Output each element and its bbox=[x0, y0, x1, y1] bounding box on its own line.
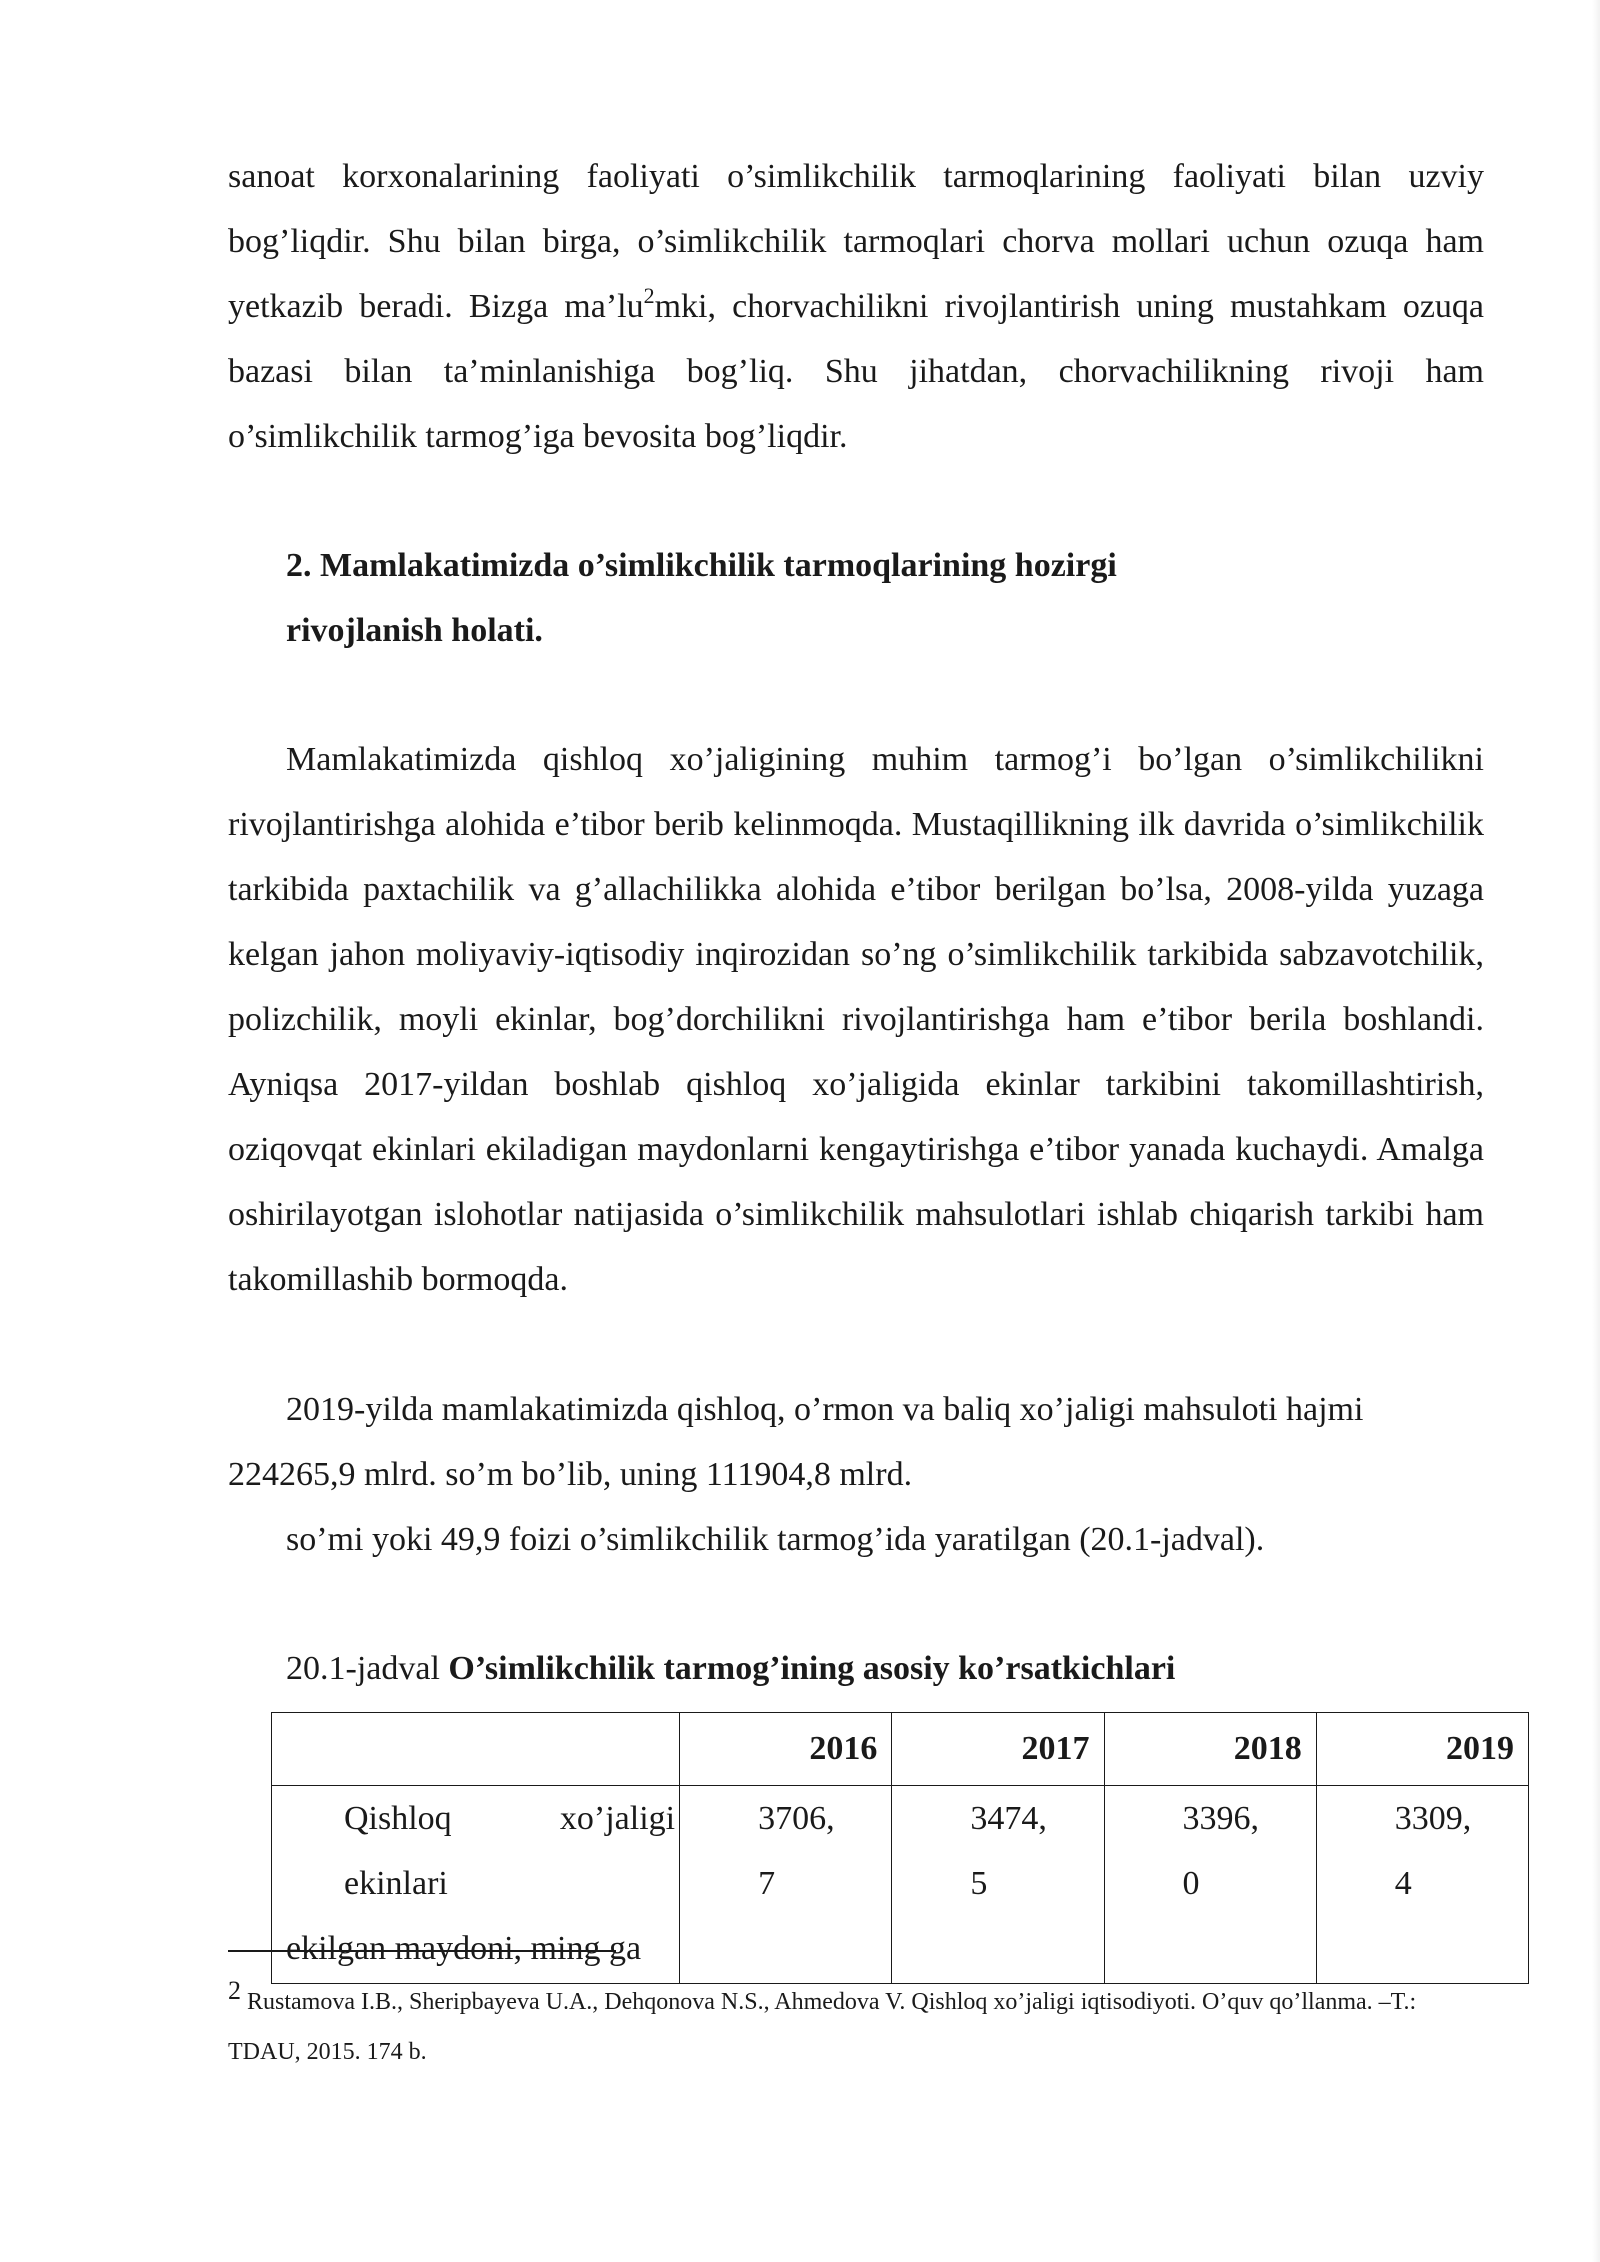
section-heading-line: rivojlanish holati. bbox=[286, 612, 543, 649]
section-heading bbox=[286, 533, 1386, 663]
value-cell bbox=[892, 1786, 1104, 1984]
table-row bbox=[272, 1786, 1529, 1984]
page-edge bbox=[1592, 0, 1600, 2262]
value-part: 3706, bbox=[758, 1800, 835, 1837]
value-part: 3396, bbox=[1182, 1800, 1260, 1837]
footnote-text: Rustamova I.B., Sheripbayeva U.A., Dehqonova N.S., Ahmedova V. Qishloq xo’jaligi iqtisodiyoti. O’quv qo’llanma. –T.: TDAU, 2015. 174 b. bbox=[228, 1989, 1417, 2065]
body-paragraph-3 bbox=[228, 1377, 1484, 1572]
paragraph-line: 2019-yilda mamlakatimizda qishloq, o’rmon va baliq xo’jaligi mahsuloti hajmi bbox=[286, 1391, 1364, 1428]
row-label-line: ekilgan maydoni, ming ga bbox=[286, 1930, 642, 1967]
value-part: 3474, bbox=[970, 1800, 1047, 1837]
value-part: 3309, bbox=[1394, 1800, 1472, 1837]
section-heading-line: 2. Mamlakatimizda o’simlikchilik tarmoqlarining hozirgi bbox=[286, 547, 1117, 584]
year-header: 2018 bbox=[1104, 1713, 1316, 1786]
year-header: 2017 bbox=[892, 1713, 1104, 1786]
value-cell bbox=[680, 1786, 892, 1984]
table-caption bbox=[286, 1636, 1486, 1701]
year-header: 2016 bbox=[680, 1713, 892, 1786]
body-paragraph-1 bbox=[228, 144, 1484, 469]
body-paragraph-2: Mamlakatimizda qishloq xo’jaligining muhim tarmog’i bo’lgan o’simlikchilikni rivojlantirishga alohida e’tibor berib kelinmoqda. Mustaqillikning ilk davrida o’simlikchilik tarkibida paxtachilik va g’allachilikka alohida e’tibor berilgan bo’lsa, 2008-yilda yuzaga kelgan jahon moliyaviy-iqtisodiy inqirozidan so’ng o’simlikchilik tarkibida sabzavotchilik, polizchilik, moyli ekinlar, bog’dorchilikni rivojlantirishga ham e’tibor berila boshlandi. Ayniqsa 2017-yildan boshlab qishloq xo’jaligida ekinlar tarkibini takomillashtirish, oziqovqat ekinlari ekiladigan maydonlarni kengaytirishga e’tibor yanada kuchaydi. Amalga oshirilayotgan islohotlar natijasida o’simlikchilik mahsulotlari ishlab chiqarish tarkibi ham takomillashib bormoqda. bbox=[228, 741, 1484, 1298]
value-part: 0 bbox=[1182, 1865, 1200, 1902]
footnote-mark: 2 bbox=[228, 1976, 241, 2005]
year-header: 2019 bbox=[1316, 1713, 1528, 1786]
footnote-separator bbox=[228, 1950, 616, 1952]
table-number: 20.1-jadval bbox=[286, 1650, 449, 1687]
value-cell bbox=[1104, 1786, 1316, 1984]
paragraph-line: 224265,9 mlrd. so’m bo’lib, uning 111904,8 mlrd. bbox=[228, 1456, 913, 1493]
footnote bbox=[228, 1966, 1484, 2077]
footnote-reference[interactable]: 2 bbox=[643, 283, 655, 308]
table-header-row bbox=[272, 1713, 1529, 1786]
paragraph-text: sanoat korxonalarining faoliyati o’simlikchilik tarmoqlarining faoliyati bilan uzviy bog’liqdir. Shu bilan birga, o’simlikchilik tarmoqlari chorva mollari uchun ozuqa ham yetkazib beradi. Bizga ma’lu bbox=[228, 158, 1484, 325]
row-label bbox=[272, 1786, 680, 1984]
paragraph-line: so’mi yoki 49,9 foizi o’simlikchilik tarmog’ida yaratilgan (20.1-jadval). bbox=[286, 1521, 1265, 1558]
value-part: 7 bbox=[758, 1865, 776, 1902]
value-cell bbox=[1316, 1786, 1528, 1984]
row-label-line: Qishloq xo’jaligi ekinlari bbox=[344, 1800, 676, 1902]
table-corner-cell bbox=[272, 1713, 680, 1786]
value-part: 4 bbox=[1394, 1865, 1412, 1902]
indicators-table bbox=[271, 1712, 1529, 1984]
table-title: O’simlikchilik tarmog’ining asosiy ko’rsatkichlari bbox=[448, 1650, 1176, 1687]
value-part: 5 bbox=[970, 1865, 988, 1902]
paragraph-text: mki, chorvachilikni rivojlantirish uning mustahkam ozuqa bazasi bilan ta’minlanishiga bog’liq. Shu jihatdan, chorvachilikning rivoji ham o’simlikchilik tarmog’iga bevosita bog’liqdir. bbox=[228, 288, 1484, 455]
